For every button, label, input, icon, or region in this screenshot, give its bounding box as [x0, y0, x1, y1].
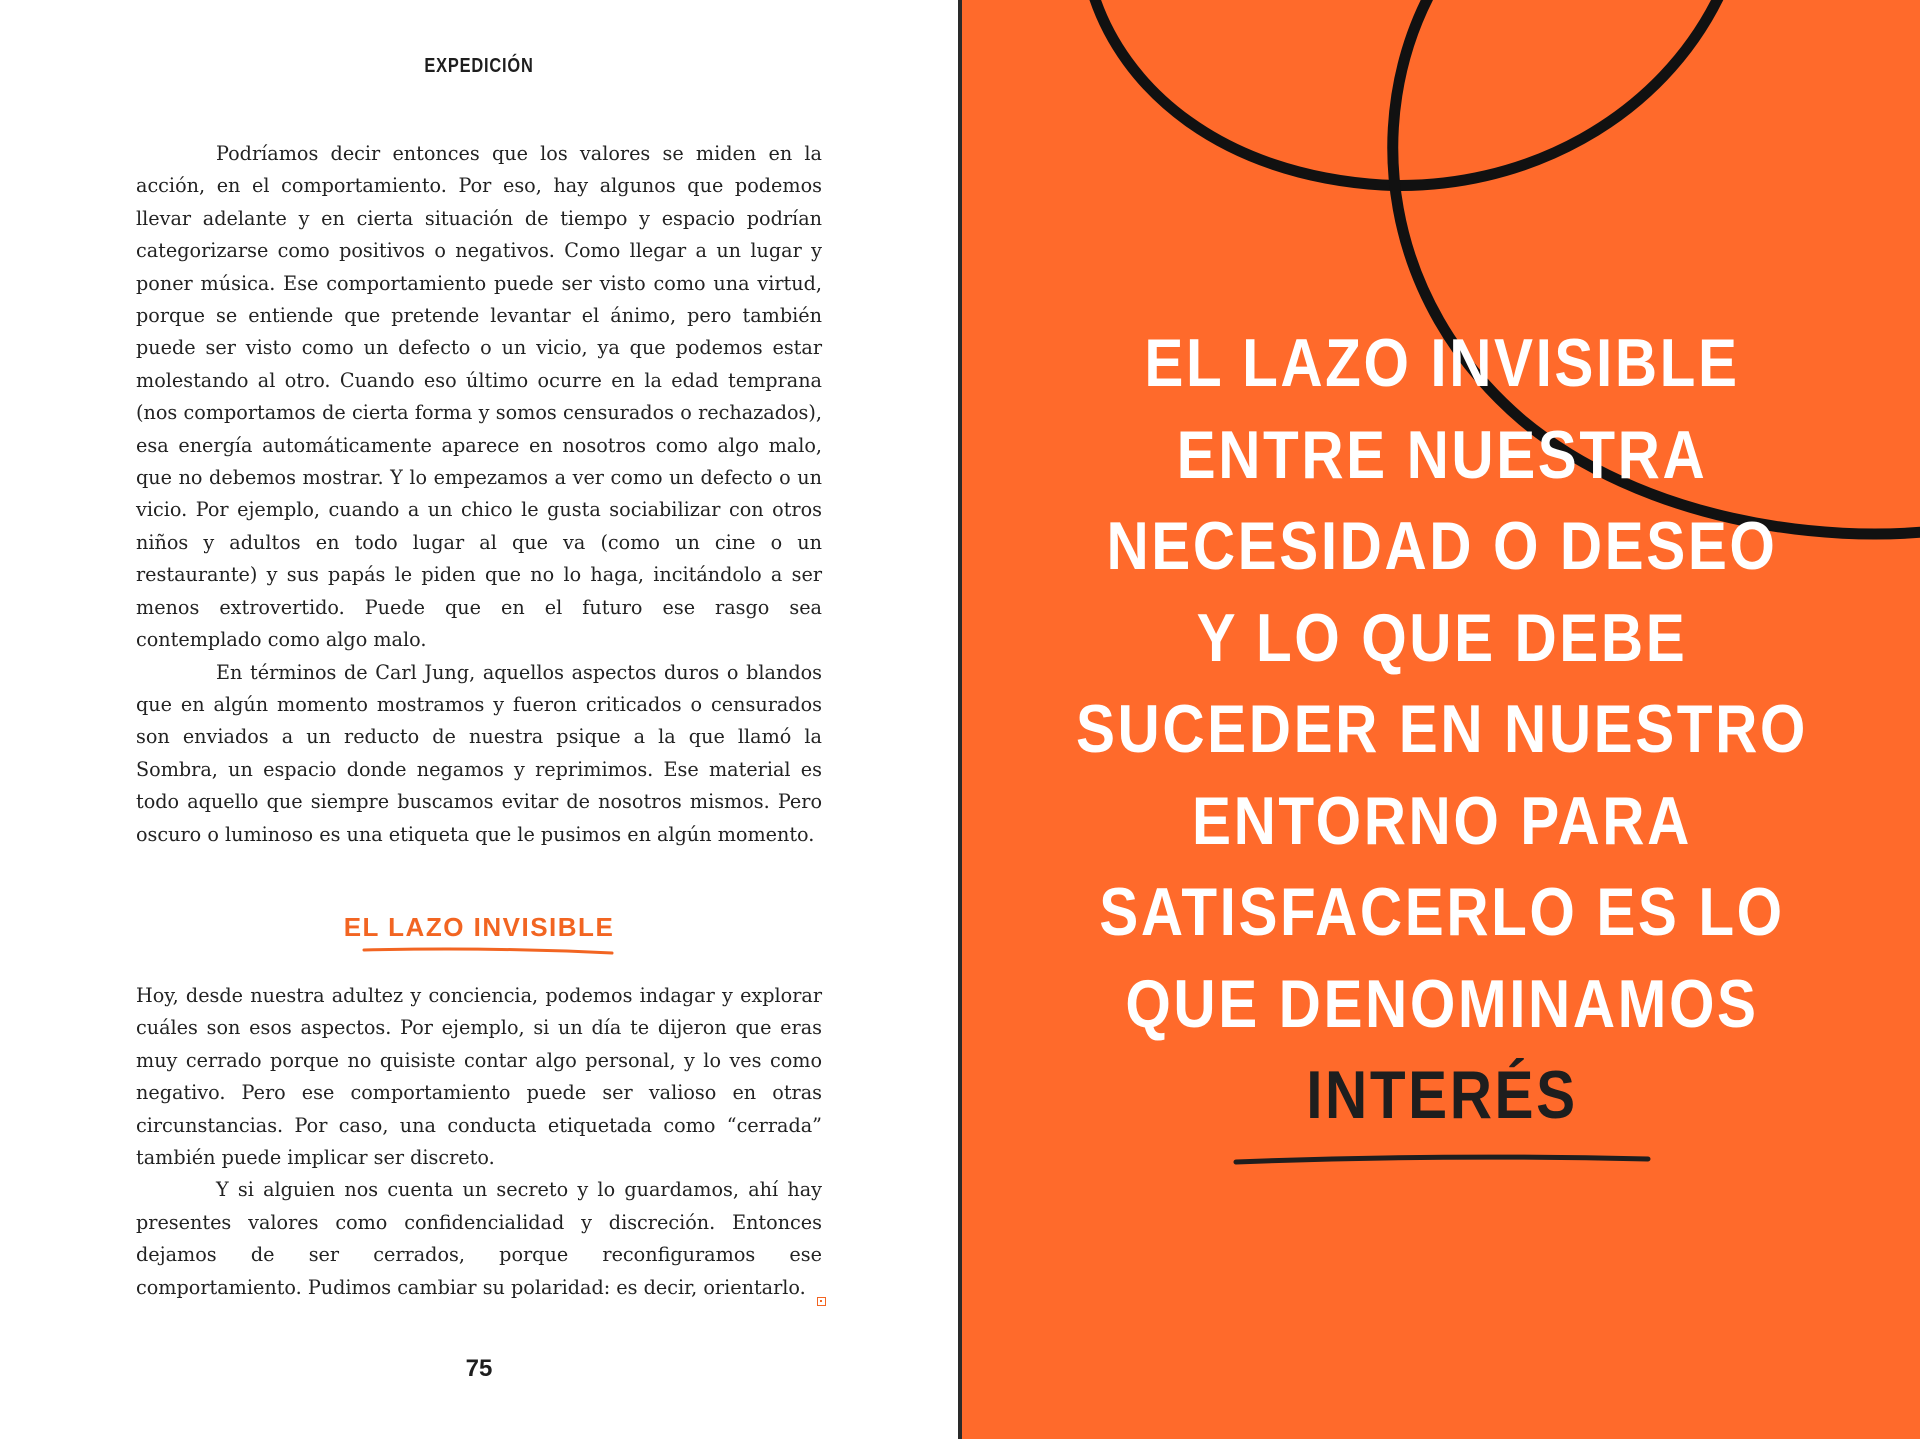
paragraph: Hoy, desde nuestra adultez y conciencia, podemos indagar y explorar cuáles son esos aspectos. Por ejemplo, si un día te dijeron que eras muy cerrado porque no quisiste contar algo personal, y lo ves como negativo. Pero ese comportamiento puede ser valioso en otras circunstancias. Por caso, una conducta etiquetada como “cerrada” también puede implicar ser discreto.: [136, 984, 822, 1170]
body-text-block-2: [136, 980, 822, 1304]
quote-line: SUCEDER EN NUESTRO: [1075, 691, 1809, 767]
quote-line: EL LAZO INVISIBLE: [1144, 325, 1740, 401]
quote-underline-stroke: [1232, 1152, 1652, 1168]
quote-line: ENTRE NUESTRA: [1176, 416, 1708, 493]
right-page-quote-panel: [962, 0, 1920, 1439]
left-page: [0, 0, 958, 1439]
quote-highlight-word: INTERÉS: [1306, 1057, 1578, 1133]
running-head: EXPEDICIÓN: [424, 55, 534, 77]
quote-line: NECESIDAD O DESEO: [1106, 508, 1778, 584]
quote-line: Y LO QUE DEBE: [1196, 599, 1688, 676]
quote-line: ENTORNO PARA: [1192, 782, 1692, 859]
section-heading: EL LAZO INVISIBLE: [343, 912, 615, 942]
heading-underline-stroke: [362, 946, 614, 956]
quote-line: QUE DENOMINAMOS: [1125, 965, 1759, 1042]
quote-line: SATISFACERLO ES LO: [1099, 874, 1785, 950]
paragraph: Y si alguien nos cuenta un secreto y lo guardamos, ahí hay presentes valores como confidencialidad y discreción. Entonces dejamos de ser cerrados, porque reconfiguramos ese comportamiento. Pudimos cambiar su polaridad: es decir, orientarlo.: [136, 1178, 822, 1299]
pull-quote: [1030, 318, 1854, 1142]
body-text-block-1: [136, 138, 822, 851]
page-number: 75: [465, 1355, 493, 1382]
end-of-section-icon: [817, 1297, 826, 1306]
paragraph: En términos de Carl Jung, aquellos aspectos duros o blandos que en algún momento mostramos y fueron criticados o censurados son enviados a un reducto de nuestra psique a la que llamó la Sombra, un espacio donde negamos y reprimimos. Ese material es todo aquello que siempre buscamos evitar de nosotros mismos. Pero oscuro o luminoso es una etiqueta que le pusimos en algún momento.: [136, 660, 822, 846]
paragraph: Podríamos decir entonces que los valores se miden en la acción, en el comportamiento. Por eso, hay algunos que podemos llevar adelante y en cierta situación de tiempo y espacio podrían categorizarse como positivos o negativos. Como llegar a un lugar y poner música. Ese comportamiento puede ser visto como una virtud, porque se entiende que pretende levantar el ánimo, pero también puede ser visto como un defecto o un vicio, ya que podemos estar molestando al otro. Cuando eso último ocurre en la edad temprana (nos comportamos de cierta forma y somos censurados o rechazados), esa energía automáticamente aparece en nosotros como algo malo, que no debemos mostrar. Y lo empezamos a ver como un defecto o un vicio. Por ejemplo, cuando a un chico le gusta sociabilizar con otros niños y adultos en todo lugar al que va (como un cine o un restaurante) y sus papás le piden que no lo haga, incitándolo a ser menos extrovertido. Puede que en el futuro ese rasgo sea contemplado como algo malo.: [136, 142, 822, 652]
